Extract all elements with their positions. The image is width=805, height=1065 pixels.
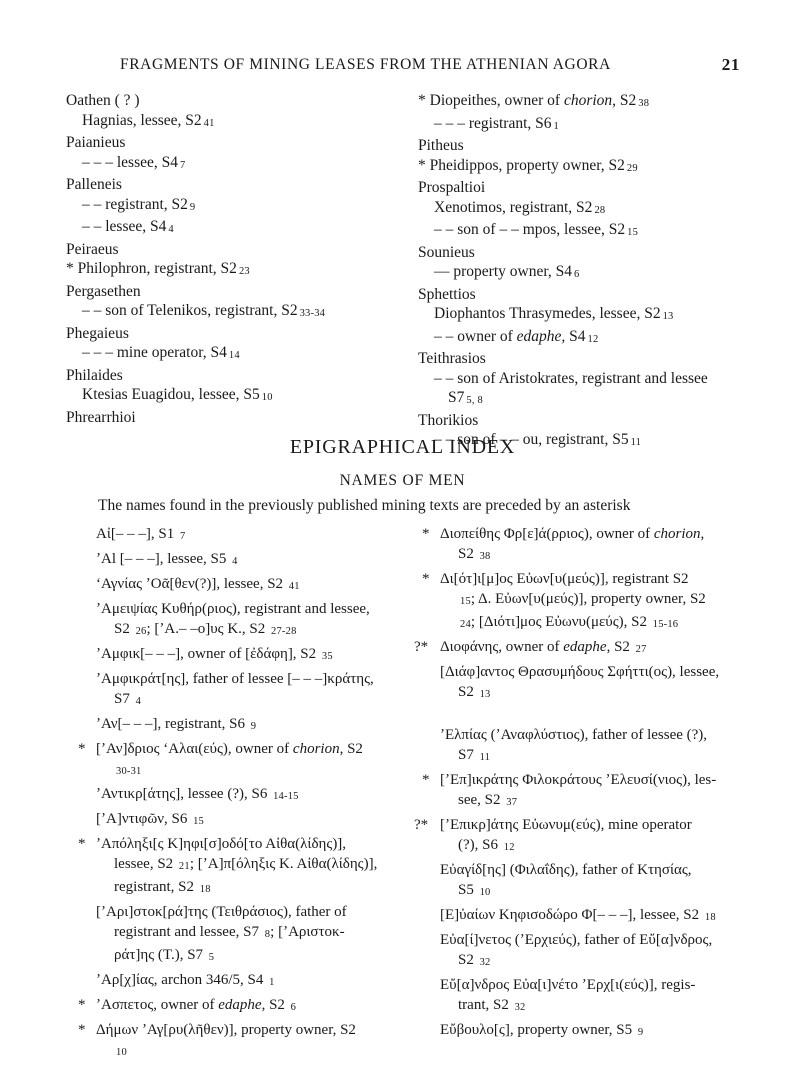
entry-text: registrant, S2: [114, 879, 198, 895]
index-entry-line: [96, 759, 386, 782]
index-entry: [422, 524, 765, 567]
entry-text: (?), S6: [458, 837, 502, 853]
entry-gap: [440, 707, 765, 725]
index-entry-line: [440, 544, 765, 567]
entry-text: Διοφάνης, owner of: [440, 639, 564, 655]
line-reference: 18: [704, 912, 716, 923]
line-reference: 1: [553, 120, 559, 132]
asterisk-marker: ?*: [414, 639, 429, 655]
deme-entry-line: [418, 304, 758, 327]
index-entry-line: [440, 725, 765, 745]
line-reference: 13: [662, 311, 674, 322]
index-entry-line: [96, 714, 386, 737]
line-reference: 14: [228, 350, 240, 361]
entry-text: Εὔ[α]νδρος Εὐα[ι]νέτο ʼΕρχ[ι(εύς)], regis-: [440, 977, 696, 993]
entry-text: Palleneis: [66, 176, 122, 193]
entry-text: ʼΑπόληξι[ς Κ]ηφι[σ]οδό[το Αἰθα(λίδης)],: [96, 836, 347, 852]
entry-text: ʼΑμφικ[– – –], owner of [ἐδάφη], S2: [96, 646, 320, 662]
entry-text: – – son of Telenikos, registrant, S2: [82, 302, 298, 319]
entry-text: Oathen ( ? ): [66, 92, 140, 109]
index-entry: [440, 1020, 765, 1043]
index-entry-line: [96, 854, 386, 877]
deme-entry-line: [418, 198, 758, 221]
index-entry-line: [96, 619, 386, 642]
index-entry-line: [440, 770, 765, 790]
entry-text: ʼΑμφικράτ[ης], father of lessee [– – –]κράτης,: [96, 671, 374, 687]
deme-entry-line: [418, 243, 758, 263]
index-entry-line: [96, 739, 386, 759]
entry-text: [ʼΑρι]στοκ[ρά]της (Τειθράσιος), father of: [96, 904, 347, 920]
index-entry-line: [96, 599, 386, 619]
entry-text: – – son of – – mpos, lessee, S2: [434, 221, 626, 238]
section-title: EPIGRAPHICAL INDEX: [289, 436, 516, 458]
index-entry-line: [440, 524, 765, 544]
line-reference: 8: [264, 929, 271, 940]
line-reference: 41: [288, 581, 300, 592]
entry-text: S2: [114, 621, 134, 637]
deme-list-right-column: [418, 91, 758, 453]
index-entry-line: [440, 682, 765, 705]
index-entry-line: [440, 569, 765, 589]
line-reference: 5: [208, 952, 215, 963]
deme-entry-line: [418, 220, 758, 243]
entry-text: – – – lessee, S4: [82, 153, 179, 171]
line-reference: 21: [178, 861, 190, 872]
entry-text: Peiraeus: [66, 240, 119, 258]
entry-text: Ktesias Euagidou, lessee, S5: [82, 386, 260, 403]
asterisk-marker: ?*: [414, 817, 429, 833]
entry-text: S7: [458, 747, 478, 763]
line-reference: 15: [627, 227, 639, 238]
index-entry: [96, 599, 386, 642]
entry-text: – – – registrant, S6: [434, 114, 552, 132]
entry-text: Paianieus: [66, 134, 126, 151]
deme-entry-line: [418, 91, 758, 114]
line-reference: 38: [479, 551, 491, 562]
deme-entry-line: [66, 259, 396, 282]
index-entry: [96, 524, 386, 547]
entry-text: S2: [458, 952, 478, 968]
asterisk-marker: *: [422, 772, 430, 788]
line-reference: 18: [199, 884, 211, 895]
line-reference: 38: [638, 98, 650, 109]
line-reference: 15: [193, 816, 204, 827]
index-entry: [78, 995, 386, 1018]
index-entry: [78, 1020, 386, 1063]
index-entry: [440, 905, 765, 928]
index-entry: [96, 970, 386, 993]
entry-text: – – son of – – ou, registrant, S5: [434, 431, 629, 448]
deme-entry-line: [66, 343, 396, 366]
index-right-column: [414, 524, 765, 1045]
entry-text: registrant and lessee, S7: [114, 924, 263, 940]
deme-entry-line: [66, 282, 396, 302]
entry-text: [Διάφ]αντος Θρασυμήδους Σφήττι(ος), lessee,: [440, 664, 720, 680]
entry-text: – – lessee, S4: [82, 218, 167, 235]
deme-entry-line: [66, 217, 396, 240]
index-entry: [422, 569, 765, 635]
entry-text: , S2: [606, 639, 634, 655]
index-entry-line: [96, 784, 386, 807]
deme-list-left-column: [66, 91, 396, 427]
deme-entry-line: [66, 111, 396, 134]
entry-text: ; [ʼΑ]π[όληξις Κ. Αἰθα(λίδης)],: [189, 856, 378, 872]
deme-entry-line: [418, 136, 758, 156]
deme-entry-line: [418, 262, 758, 285]
index-entry-line: [440, 745, 765, 768]
line-reference: 7: [179, 531, 186, 542]
entry-text: Δι[ότ]ι[μ]ος Εὐων[υ(μεύς)], registrant S2: [440, 571, 689, 587]
index-entry-line: [96, 644, 386, 667]
index-entry-line: [96, 1020, 386, 1040]
line-reference: 5, 8: [466, 395, 483, 406]
entry-text: * Pheidippos, property owner, S2: [418, 156, 625, 174]
index-entry-line: [96, 945, 386, 968]
entry-text: S4: [565, 327, 586, 345]
entry-text: lessee, S2: [114, 856, 177, 872]
index-entry-line: [440, 662, 765, 682]
index-entry: [440, 930, 765, 973]
index-entry: [96, 714, 386, 737]
line-reference: 12: [587, 333, 599, 345]
entry-italic-term: chorion: [653, 526, 701, 542]
entry-text: Sphettios: [418, 285, 476, 303]
entry-text: Phrearrhioi: [66, 408, 136, 426]
line-reference: 9: [250, 721, 257, 732]
entry-text: ʼΑντικρ[άτης], lessee (?), S6: [96, 786, 272, 802]
entry-text: * Diopeithes, owner of: [418, 92, 564, 109]
deme-entry-line: [418, 388, 758, 411]
index-entry-line: [96, 524, 386, 547]
index-entry: [96, 902, 386, 968]
entry-text: Thorikios: [418, 411, 479, 429]
entry-italic-term: chorion: [292, 741, 340, 757]
entry-italic-term: edaphe: [563, 639, 607, 655]
entry-text: – – – mine operator, S4: [82, 344, 227, 361]
entry-text: * Philophron, registrant, S2: [66, 260, 237, 277]
index-entry-line: [96, 574, 386, 597]
asterisk-marker: *: [78, 997, 86, 1013]
entry-text: Sounieus: [418, 243, 475, 261]
index-entry-line: [440, 835, 765, 858]
deme-entry-line: [66, 195, 396, 218]
entry-text: Εὐα[ί]νετος (ʼΕρχιεύς), father of Εὔ[α]νδρος,: [440, 932, 713, 948]
entry-text: S7: [114, 691, 134, 707]
entry-text: [ʼΑν]δριος ʻΑλαι(εύς), owner of: [96, 741, 293, 757]
entry-text: Xenotimos, registrant, S2: [434, 198, 593, 216]
entry-text: Αἰ[– – –], S1: [96, 526, 178, 542]
line-reference: 10: [479, 887, 491, 898]
index-entry: [96, 574, 386, 597]
index-entry: [440, 860, 765, 903]
entry-text: , S2: [339, 741, 363, 757]
entry-text: S2: [458, 546, 478, 562]
asterisk-marker: *: [78, 741, 86, 757]
entry-text: – – registrant, S2: [82, 195, 188, 213]
line-reference: 37: [506, 797, 518, 808]
entry-text: ʼΑl [– – –], lessee, S5: [96, 551, 231, 567]
index-entry-line: [440, 815, 765, 835]
entry-text: Διοπείθης Φρ[ε]ά(ρριος), owner of: [440, 526, 654, 542]
deme-entry-line: [418, 411, 758, 431]
entry-text: ʼΑν[– – –], registrant, S6: [96, 716, 249, 732]
intro-text: The names found in the previously published mining texts are preceded by an asterisk: [98, 497, 631, 514]
asterisk-marker: *: [78, 836, 86, 852]
deme-entry-line: [418, 156, 758, 179]
index-entry-line: [440, 612, 765, 635]
line-reference: 27: [635, 644, 647, 655]
deme-entry-line: [418, 327, 758, 350]
entry-text: S2: [458, 684, 478, 700]
deme-entry-line: [66, 366, 396, 386]
entry-text: Diophantos Thrasymedes, lessee, S2: [434, 305, 661, 322]
entry-italic-term: chorion,: [563, 92, 617, 109]
index-entry-line: [96, 877, 386, 900]
index-entry: [96, 669, 386, 712]
asterisk-marker: *: [422, 571, 430, 587]
index-entry-line: [440, 950, 765, 973]
entry-italic-term: edaphe: [218, 997, 262, 1013]
index-entry-line: [96, 669, 386, 689]
entry-text: [ʼΕπ]ικράτης Φιλοκράτους ʼΕλευσί(νιος), les-: [440, 772, 717, 788]
subsection-title: NAMES OF MEN: [339, 472, 466, 489]
entry-text: Prospaltioi: [418, 179, 486, 196]
index-entry: [96, 549, 386, 572]
entry-text: Δήμων ʼΑγ[ρυ(λῆθεν)], property owner, S2: [96, 1022, 356, 1038]
running-title: FRAGMENTS OF MINING LEASES FROM THE ATHENIAN AGORA: [120, 56, 611, 73]
index-entry: [422, 770, 765, 813]
entry-text: ʼΑρ[χ]ίας, archon 346/5, S4: [96, 972, 268, 988]
deme-entry-line: [418, 178, 758, 198]
line-reference: 26: [135, 626, 147, 637]
entry-text: ʼΑμειψίας Κυθήρ(ριος), registrant and lessee,: [96, 601, 370, 617]
entry-text: Phegaieus: [66, 324, 129, 342]
line-reference: 9: [189, 201, 196, 213]
entry-text: ʼΕλπίας (ʼΑναφλύστιος), father of lessee (?),: [440, 727, 708, 743]
deme-entry-line: [66, 133, 396, 153]
entry-text: , S2: [261, 997, 289, 1013]
line-reference: 14-15: [273, 791, 299, 802]
index-entry-line: [96, 970, 386, 993]
line-reference: 24: [460, 619, 471, 630]
entry-text: see, S2: [458, 792, 505, 808]
entry-text: S5: [458, 882, 478, 898]
index-left-column: [78, 524, 386, 1065]
line-reference: 6: [574, 269, 580, 280]
entry-text: ; [Διότι]μος Εὐωνυ(μεύς), S2: [470, 614, 651, 630]
index-entry-line: [440, 905, 765, 928]
index-entry-line: [96, 922, 386, 945]
index-entry-line: [96, 809, 386, 832]
line-reference: 4: [232, 556, 238, 567]
entry-text: ; [ʼΑριστοκ-: [270, 924, 345, 940]
line-reference: 12: [503, 842, 515, 853]
line-reference: 32: [479, 957, 491, 968]
line-reference: 41: [203, 117, 215, 129]
line-reference: 11: [630, 437, 642, 448]
page-number: 21: [721, 55, 740, 74]
entry-text: ,: [700, 526, 705, 542]
deme-entry-line: [66, 153, 396, 176]
entry-text: trant, S2: [458, 997, 513, 1013]
index-entry: [414, 815, 765, 858]
index-entry-line: [440, 790, 765, 813]
entry-text: Philaides: [66, 366, 123, 384]
line-reference: 13: [479, 689, 491, 700]
index-entry-line: [440, 995, 765, 1018]
deme-entry-line: [418, 285, 758, 305]
line-reference: 30-31: [116, 766, 142, 777]
index-entry-line: [440, 975, 765, 995]
line-reference: 27-28: [271, 626, 297, 637]
index-entry-line: [96, 1040, 386, 1063]
index-entry-line: [440, 589, 765, 612]
entry-text: – – owner of: [434, 327, 517, 345]
line-reference: 23: [238, 266, 250, 277]
index-entry-line: [440, 637, 765, 660]
line-reference: 7: [180, 159, 186, 171]
entry-italic-term: edaphe,: [516, 327, 566, 345]
entry-text: – – son of Aristokrates, registrant and lessee: [434, 369, 708, 387]
entry-text: [Ε]ὐαίων Κηφισοδώρο Φ[– – –], lessee, S2: [440, 907, 703, 923]
entry-text: Teithrasios: [418, 350, 486, 367]
index-entry: [440, 725, 765, 768]
entry-text: ʻΑγνίας ʼΟᾶ[θεν(?)], lessee, S2: [96, 576, 287, 592]
index-entry-line: [96, 995, 386, 1018]
entry-text: ; Δ. Εὐων[υ(μεύς)], property owner, S2: [470, 591, 706, 607]
entry-text: [ʼΑ]ντιφῶν, S6: [96, 811, 192, 827]
deme-entry-line: [66, 175, 396, 195]
deme-entry-line: [418, 114, 758, 137]
entry-text: Hagnias, lessee, S2: [82, 111, 202, 129]
line-reference: 1: [269, 977, 275, 988]
line-reference: 4: [135, 696, 142, 707]
index-entry: [78, 739, 386, 782]
line-reference: 15: [460, 596, 471, 607]
line-reference: 32: [514, 1002, 526, 1013]
deme-entry-line: [66, 240, 396, 260]
index-entry-line: [440, 880, 765, 903]
index-entry: [96, 809, 386, 832]
index-entry-line: [440, 930, 765, 950]
deme-entry-line: [66, 408, 396, 428]
index-entry-line: [96, 834, 386, 854]
index-entry: [78, 834, 386, 900]
deme-entry-line: [66, 385, 396, 408]
entry-text: ράτ]ης (Τ.), S7: [114, 947, 207, 963]
line-reference: 10: [116, 1047, 127, 1058]
line-reference: 4: [168, 224, 174, 235]
deme-entry-line: [66, 301, 396, 324]
deme-entry-line: [418, 369, 758, 389]
index-entry: [96, 644, 386, 667]
entry-text: ʼΑσπετος, owner of: [96, 997, 219, 1013]
entry-text: Pitheus: [418, 137, 464, 154]
entry-text: S2: [616, 92, 637, 109]
line-reference: 9: [637, 1027, 644, 1038]
line-reference: 28: [594, 204, 606, 216]
deme-entry-line: [418, 349, 758, 369]
asterisk-marker: *: [78, 1022, 86, 1038]
entry-text: — property owner, S4: [434, 263, 572, 280]
entry-text: ; [ʼΑ.– –ο]υς Κ., S2: [146, 621, 270, 637]
index-entry: [414, 637, 765, 660]
asterisk-marker: *: [422, 526, 430, 542]
line-reference: 6: [290, 1002, 297, 1013]
line-reference: 29: [626, 162, 638, 174]
index-entry-line: [440, 860, 765, 880]
line-reference: 15-16: [652, 619, 679, 630]
deme-entry-line: [66, 91, 396, 111]
index-entry-line: [96, 549, 386, 572]
index-entry-line: [440, 1020, 765, 1043]
entry-text: Pergasethen: [66, 282, 141, 300]
line-reference: 11: [479, 752, 491, 763]
line-reference: 10: [261, 392, 273, 403]
entry-text: S7: [448, 389, 465, 406]
entry-text: [ʼΕπικρ]άτης Εὐωνυμ(εύς), mine operator: [440, 817, 692, 833]
index-entry-line: [96, 689, 386, 712]
entry-text: Εὔβουλο[ς], property owner, S5: [440, 1022, 636, 1038]
entry-text: Εὐαγίδ[ης] (Φιλαΐδης), father of Κτησίας,: [440, 862, 692, 878]
index-entry: [96, 784, 386, 807]
line-reference: 33-34: [299, 308, 326, 319]
index-entry-line: [96, 902, 386, 922]
deme-entry-line: [66, 324, 396, 344]
index-entry: [440, 662, 765, 705]
index-entry: [440, 975, 765, 1018]
line-reference: 35: [321, 651, 333, 662]
